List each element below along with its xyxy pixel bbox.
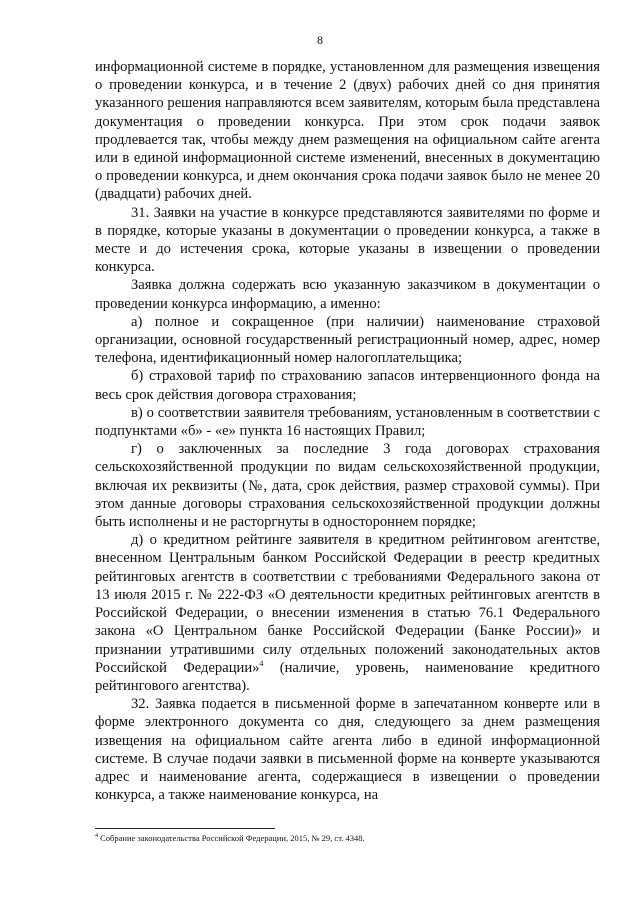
paragraph-clause-32: 32. Заявка подается в письменной форме в запечатанном конверте или в форме электронного документа со дня, следующего за днем размещения извещения на официальном сайте агента либо в единой информационной системе. В случае подачи заявки в письменной форме на конверте указываются адрес и наименование агента, содержащиеся в извещении о проведении конкурса, а также наименование конкурса, на xyxy=(95,696,600,804)
list-item-v: в) о соответствии заявителя требованиям, установленным в соответствии с подпунктами «б» - «е» пункта 16 настоящих Правил; xyxy=(95,404,600,440)
page-number: 8 xyxy=(317,33,323,47)
footnote-separator xyxy=(95,828,275,829)
paragraph-continuation: информационной системе в порядке, установленном для размещения извещения о проведении конкурса, и в течение 2 (двух) рабочих дней со дня принятия указанного решения направляются всем заявителям, которым была представлена документация о проведении конкурса. При этом срок подачи заявок продлевается так, чтобы между днем размещения на официальном сайте агента или в единой информационной системе изменений, внесенных в документацию о проведении конкурса, и днем окончания срока подачи заявок было не менее 20 (двадцати) рабочих дней. xyxy=(95,59,600,203)
footnote-marker: 4 xyxy=(95,833,98,840)
list-item-a: а) полное и сокращенное (при наличии) наименование страховой организации, основной государственный регистрационный номер, адрес, номер телефона, идентификационный номер налогоплательщика; xyxy=(95,313,600,367)
footnote-reference[interactable]: 4 xyxy=(259,658,264,668)
list-item-d xyxy=(95,531,600,695)
list-item-d-tail: (наличие, уровень, наименование кредитного рейтингового агентства). xyxy=(95,659,600,694)
footnote xyxy=(95,833,600,844)
list-item-b: б) страховой тариф по страхованию запасов интервенционного фонда на весь срок действия договора страхования; xyxy=(95,368,600,403)
paragraph-clause-31: 31. Заявки на участие в конкурсе представляются заявителями по форме и в порядке, которые указаны в документации о проведении конкурса, а также в месте и до истечения срока, которые указаны в извещении о проведении конкурса. xyxy=(95,204,600,276)
list-item-d-text: д) о кредитном рейтинге заявителя в кредитном рейтинговом агентстве, внесенном Центральным банком Российской Федерации в реестр кредитных рейтинговых агентств в соответствии с требованиями Федерального закона от 13 июля 2015 г. № 222-ФЗ «О деятельности кредитных рейтинговых агентств в Российской Федерации, о внесении изменения в статью 76.1 Федерального закона «О Центральном банке Российской Федерации (Банке России)» и признании утратившими силу отдельных положений законодательных актов Российской Федерации» xyxy=(95,532,600,676)
paragraph-application-content: Заявка должна содержать всю указанную заказчиком в документации о проведении конкурса информацию, а именно: xyxy=(95,277,600,312)
list-item-g: г) о заключенных за последние 3 года договорах страхования сельскохозяйственной продукции по видам сельскохозяйственной продукции, включая их реквизиты (№, дата, срок действия, размер страховой суммы). При этом данные договоры страхования сельскохозяйственной продукции должны быть исполнены и не расторгнуты в одностороннем порядке; xyxy=(95,441,600,531)
document-body xyxy=(95,58,600,804)
footnote-text: Собрание законодательства Российской Федерации, 2015, № 29, ст. 4348. xyxy=(98,833,365,843)
